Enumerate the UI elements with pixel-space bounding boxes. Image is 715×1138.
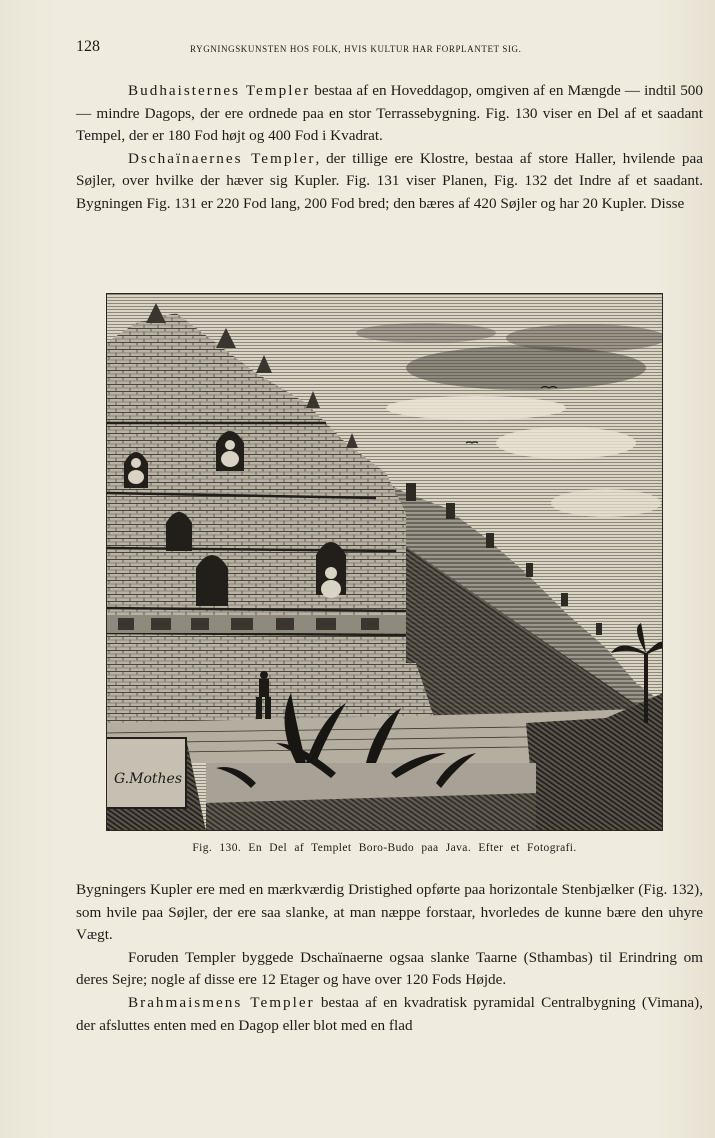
paragraph-domes: Bygningers Kupler ere med en mærkværdig Dristighed opførte paa horizontale Stenbjælker (Fig. 132), som hvile paa Søjler, der ere saa slanke, at man næppe forstaar, hvorledes de kunne bære den uhyre Vægt. bbox=[76, 881, 703, 944]
top-text-block bbox=[76, 80, 703, 216]
paragraph-brahmanism-temples bbox=[76, 992, 703, 1037]
engraving-borobudur bbox=[106, 293, 663, 831]
term-jain-temples: Dschaïnaernes Templer bbox=[128, 149, 316, 167]
figure-caption: Fig. 130. En Del af Templet Boro-Budo paa Java. Efter et Fotografi. bbox=[192, 842, 577, 854]
page-number: 128 bbox=[76, 38, 100, 55]
paragraph-jain-text: , der tillige ere Klostre, bestaa af store Haller, hvilende paa Søjler, over hvilke der hæver sig Kupler. Fig. 131 viser Planen, Fig. 132 det Indre af et saadant. Bygningen Fig. 131 er 220 Fod lang, 200 Fod bred; den bæres af 420 Søjler og har 20 Kupler. Disse bbox=[76, 149, 703, 212]
page-header bbox=[76, 38, 701, 60]
bottom-text-block bbox=[76, 879, 703, 1037]
term-brahmanism-temples: Brahmaismens Templer bbox=[128, 993, 315, 1011]
engraver-signature: G.Mothes bbox=[114, 771, 183, 787]
paragraph-brahmanism-text: bestaa af en kvadratisk pyramidal Centralbygning (Vimana), der afsluttes enten med en Dagop eller blot med en flad bbox=[76, 993, 703, 1034]
paragraph-towers: Foruden Templer byggede Dschaïnaerne ogsaa slanke Taarne (Sthambas) til Erindring om deres Sejre; nogle af disse ere 12 Etager og have over 120 Fods Højde. bbox=[76, 948, 703, 989]
paragraph-buddhist-temples bbox=[76, 80, 703, 148]
running-head: RYGNINGSKUNSTEN HOS FOLK, HVIS KULTUR HAR FORPLANTET SIG. bbox=[190, 44, 522, 54]
paragraph-buddhist-text: bestaa af en Hoveddagop, omgiven af en Mængde — indtil 500 — mindre Dagops, der ere ordnede paa en stor Terrassebygning. Fig. 130 viser en Del af et saadant Tempel, der er 180 Fod højt og 400 Fod i Kvadrat. bbox=[76, 82, 703, 145]
paragraph-jain-temples bbox=[76, 148, 703, 216]
term-buddhist-temples: Budhaisternes Templer bbox=[128, 82, 311, 99]
